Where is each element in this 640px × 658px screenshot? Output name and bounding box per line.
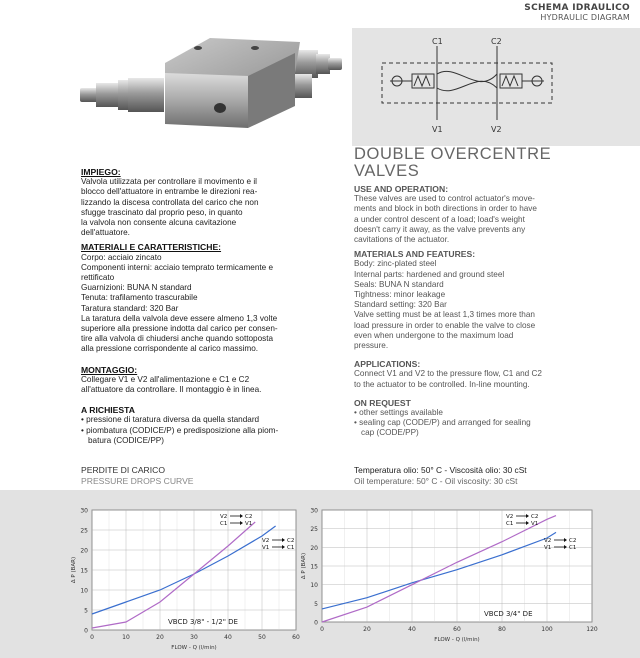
materials-text-it-line: Taratura standard: 320 Bar — [81, 303, 179, 313]
hydraulic-diagram — [352, 28, 640, 146]
x-tick-label: 60 — [453, 626, 461, 633]
materials-text-en-line: Valve setting must be at least 1,3 times more than — [354, 310, 535, 320]
port-v2-label: V2 — [491, 125, 502, 134]
use-heading-it: IMPIEGO: — [81, 167, 121, 177]
header-title-it: SCHEMA IDRAULICO — [524, 3, 630, 13]
request-en-item-line: • other settings available — [354, 408, 586, 418]
use-heading-en: USE AND OPERATION: — [354, 184, 449, 194]
request-en-item — [354, 408, 586, 418]
chart-title: VBCD 3/8" - 1/2" DE — [168, 618, 238, 626]
use-text-en-line: ments and block in both directions in order to have — [354, 204, 537, 214]
product-title-line-2: VALVES — [354, 162, 420, 180]
y-tick-label: 20 — [310, 544, 318, 552]
materials-text-it-line: superiore alla pressione indotta dal carico per consen- — [81, 324, 278, 334]
request-heading-en: ON REQUEST — [354, 397, 411, 408]
pressure-drop-chart-small — [60, 502, 310, 658]
mounting-text-it — [81, 375, 321, 395]
request-it-item-line: • pressione di taratura diversa da quella standard — [81, 415, 321, 425]
x-tick-label: 50 — [258, 634, 266, 641]
y-axis-label: Δ P (BAR) — [71, 556, 77, 584]
applications-heading-en: APPLICATIONS: — [354, 359, 421, 370]
y-tick-label: 0 — [314, 619, 318, 627]
applications-text-en-line: to the actuator to be controlled. In-line mounting. — [354, 379, 530, 389]
use-text-en — [354, 194, 586, 245]
pressure-drops-en: PRESSURE DROPS CURVE — [81, 476, 194, 486]
legend2-from-label: V2 — [262, 538, 270, 544]
x-tick-label: 20 — [156, 634, 164, 641]
materials-text-en-line: Tightness: minor leakage — [354, 290, 446, 300]
materials-text-it-line: Componenti interni: acciaio temprato termicamente e — [81, 262, 274, 272]
legend2-to-label: C1 — [287, 545, 295, 551]
y-tick-label: 25 — [310, 526, 318, 534]
legend2-from-label: V1 — [262, 545, 270, 551]
header-title-en: HYDRAULIC DIAGRAM — [540, 13, 630, 22]
x-tick-label: 40 — [408, 626, 416, 633]
mounting-text-it-line: Collegare V1 e V2 all'alimentazione e C1 e C2 — [81, 374, 250, 384]
x-tick-label: 20 — [363, 626, 371, 633]
materials-text-it-line: Corpo: acciaio zincato — [81, 252, 162, 262]
x-tick-label: 30 — [190, 634, 198, 641]
request-it-item-line: • piombatura (CODICE/P) e predisposizione alla piom- — [81, 426, 321, 436]
pressure-drop-charts — [0, 490, 640, 658]
use-text-it-line: lizzando la discesa controllata del carico che non — [81, 197, 259, 207]
x-tick-label: 100 — [541, 626, 553, 633]
italian-text-column — [81, 167, 321, 446]
materials-text-en-line: Body: zinc-plated steel — [354, 259, 437, 269]
x-axis-label: FLOW - Q (l/min) — [171, 645, 217, 651]
english-text-column — [354, 184, 586, 439]
materials-text-en-line: Internal parts: hardened and ground steel — [354, 269, 505, 279]
materials-text-en — [354, 259, 586, 351]
legend-from-label: C1 — [506, 521, 514, 527]
y-tick-label: 10 — [80, 587, 88, 595]
use-text-it-line: blocco dell'attuatore in entrambe le direzioni rea- — [81, 187, 258, 197]
materials-text-it-line: rettificato — [81, 273, 115, 283]
use-text-it-line: dell'attuatore. — [81, 228, 130, 238]
use-text-en-line: These valves are used to control actuator's move- — [354, 194, 535, 204]
y-tick-label: 20 — [80, 547, 88, 555]
legend-to-label: V1 — [245, 521, 253, 527]
y-tick-label: 15 — [310, 563, 318, 571]
request-list-it — [81, 415, 321, 446]
materials-text-en-line: pressure. — [354, 341, 389, 351]
x-tick-label: 120 — [586, 626, 598, 633]
x-tick-label: 40 — [224, 634, 232, 641]
legend2-from-label: V1 — [544, 545, 552, 551]
request-en-item-line: cap (CODE/PP) — [361, 428, 419, 438]
legend2-to-label: C2 — [569, 538, 577, 544]
y-tick-label: 5 — [84, 607, 88, 615]
materials-text-it — [81, 253, 321, 355]
materials-text-en-line: Standard setting: 320 Bar — [354, 300, 447, 310]
use-text-en-line: cavitations of the actuator. — [354, 235, 450, 245]
use-text-it-line: sfugge trascinato dal proprio peso, in quanto — [81, 207, 243, 217]
materials-text-en-line: load pressure in order to enable the valve to close — [354, 320, 536, 330]
request-en-item-line: • sealing cap (CODE/P) and arranged for sealing — [354, 418, 586, 428]
mounting-text-it-line: all'attuatore da controllare. Il montaggio è in linea. — [81, 385, 262, 395]
y-tick-label: 30 — [310, 507, 318, 515]
x-tick-label: 10 — [122, 634, 130, 641]
materials-text-it-line: alla pressione corrispondente al carico massimo. — [81, 344, 259, 354]
use-text-it-line: Valvola utilizzata per controllare il movimento e il — [81, 177, 257, 187]
port-v1-label: V1 — [432, 125, 443, 134]
use-text-en-line: doesn't carry it away, as the valve prevents any — [354, 224, 526, 234]
legend2-to-label: C1 — [569, 545, 577, 551]
materials-heading-it: MATERIALI E CARATTERISTICHE: — [81, 242, 222, 253]
oil-temperature-en: Oil temperature: 50° C - Oil viscosity: 30 cSt — [354, 476, 518, 486]
y-tick-label: 30 — [80, 507, 88, 515]
legend-from-label: C1 — [220, 521, 228, 527]
port-c1-label: C1 — [432, 37, 443, 46]
x-tick-label: 0 — [320, 626, 324, 633]
materials-text-it-line: Guarnizioni: BUNA N standard — [81, 283, 192, 293]
legend-from-label: V2 — [220, 514, 228, 520]
materials-text-en-line: Seals: BUNA N standard — [354, 279, 444, 289]
y-tick-label: 10 — [310, 582, 318, 590]
legend2-from-label: V2 — [544, 538, 552, 544]
pressure-drops-it: PERDITE DI CARICO — [81, 465, 166, 475]
product-title-line-1: DOUBLE OVERCENTRE — [354, 145, 552, 163]
use-text-it — [81, 177, 321, 238]
x-tick-label: 0 — [90, 634, 94, 641]
request-list-en — [354, 408, 586, 439]
x-tick-label: 80 — [498, 626, 506, 633]
legend-from-label: V2 — [506, 514, 514, 520]
oil-temperature-it: Temperatura olio: 50° C - Viscosità olio: 30 cSt — [354, 465, 527, 475]
y-tick-label: 5 — [314, 600, 318, 608]
request-it-item-line: batura (CODICE/PP) — [88, 435, 164, 445]
y-tick-label: 15 — [80, 567, 88, 575]
request-heading-it: A RICHIESTA — [81, 405, 135, 416]
materials-text-it-line: Tenuta: trafilamento trascurabile — [81, 293, 198, 303]
materials-text-it-line: La taratura della valvola deve essere almeno 1,3 volte — [81, 313, 278, 323]
y-tick-label: 0 — [84, 627, 88, 635]
x-axis-label: FLOW - Q (l/min) — [434, 637, 480, 643]
chart-title: VBCD 3/4" DE — [484, 610, 533, 618]
use-text-it-line: la valvola non consente alcuna cavitazione — [81, 218, 237, 228]
mounting-heading-it: MONTAGGIO: — [81, 364, 138, 375]
y-axis-label: Δ P (BAR) — [301, 552, 307, 580]
product-title — [354, 146, 551, 180]
request-it-item — [81, 415, 321, 425]
valve-product-image — [70, 28, 350, 148]
port-c2-label: C2 — [491, 37, 502, 46]
materials-text-it-line: tire alla valvola di chiudersi anche quando sottoposta — [81, 334, 274, 344]
x-tick-label: 60 — [292, 634, 300, 641]
request-en-item — [354, 418, 586, 438]
applications-text-en — [354, 369, 586, 389]
materials-heading-en: MATERIALS AND FEATURES: — [354, 249, 476, 260]
applications-text-en-line: Connect V1 and V2 to the pressure flow, C1 and C2 — [354, 369, 542, 379]
legend2-to-label: C2 — [287, 538, 295, 544]
materials-text-en-line: even when undergone to the maximum load — [354, 330, 514, 340]
legend-to-label: C2 — [531, 514, 539, 520]
request-it-item — [81, 426, 321, 446]
y-tick-label: 25 — [80, 527, 88, 535]
pressure-drop-chart-large — [292, 502, 610, 658]
legend-to-label: C2 — [245, 514, 253, 520]
use-text-en-line: a under control descent of a load; load's weight — [354, 214, 525, 224]
legend-to-label: V1 — [531, 521, 539, 527]
